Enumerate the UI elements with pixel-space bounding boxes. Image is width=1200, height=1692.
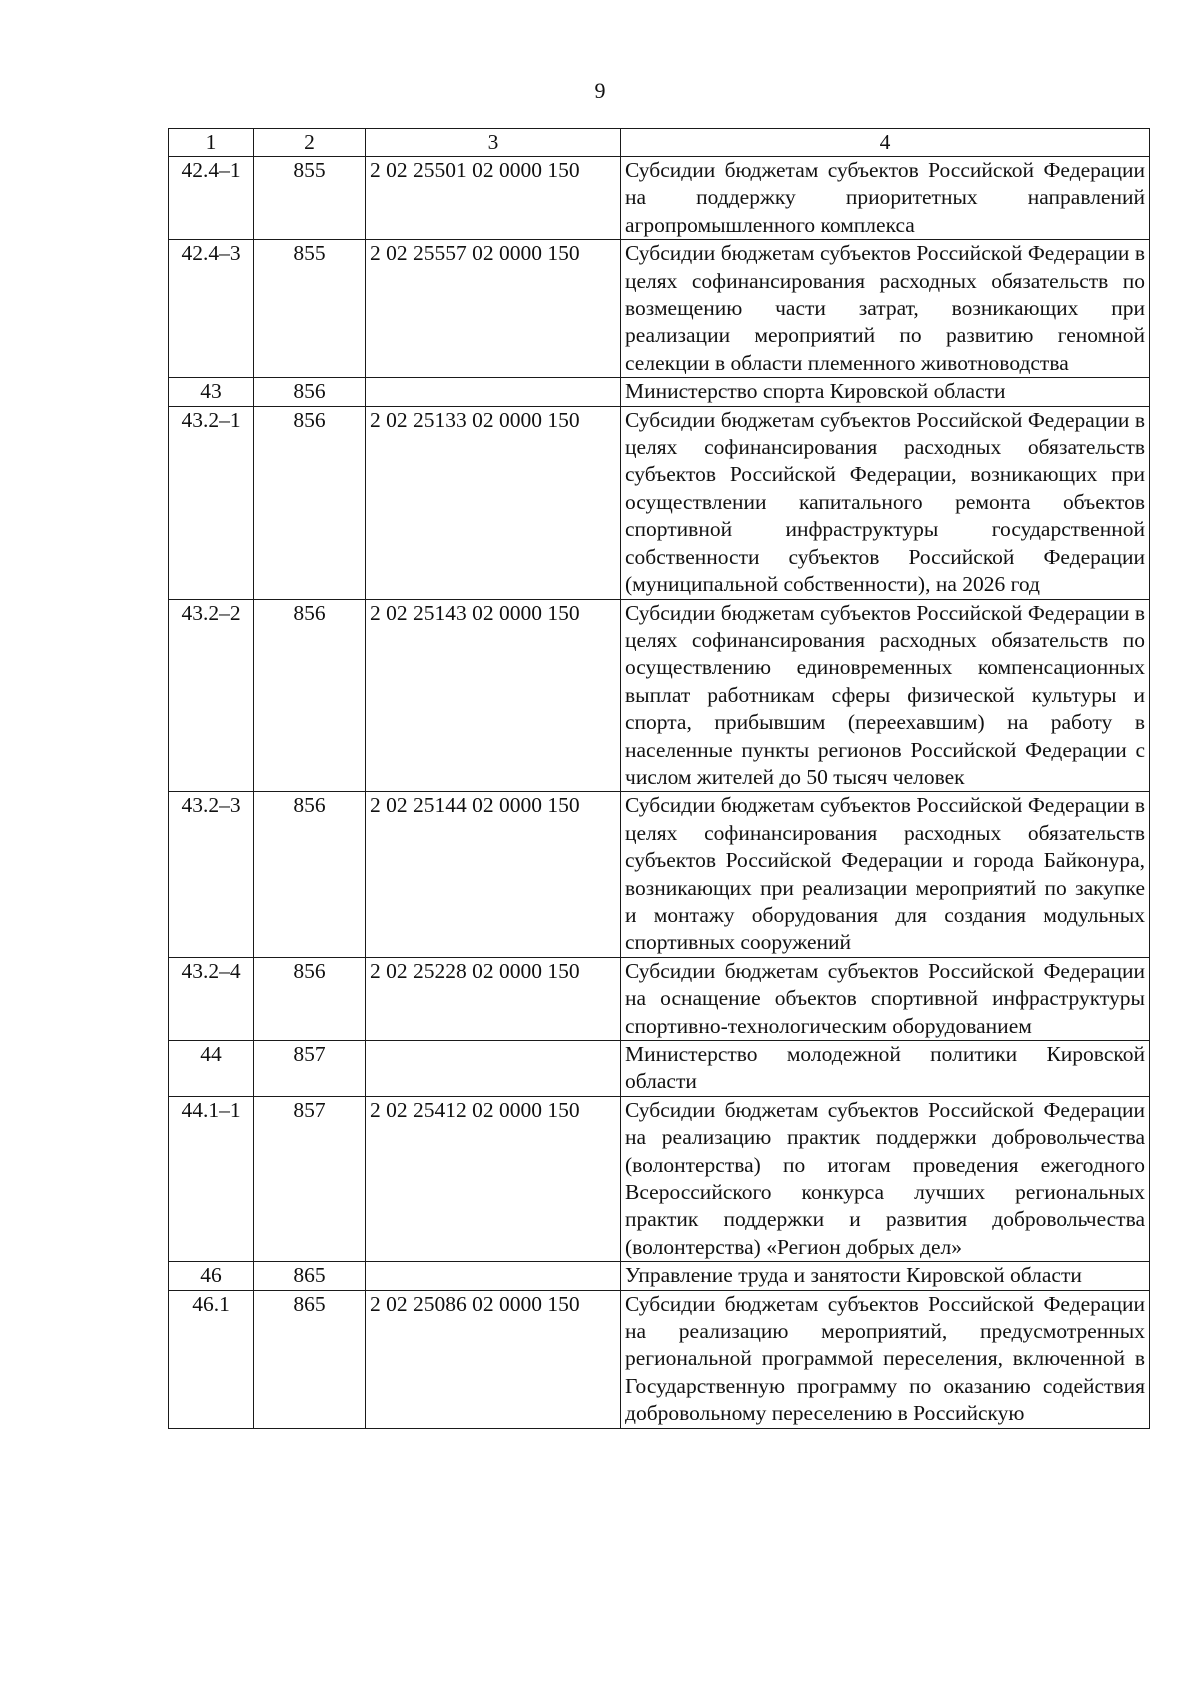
admin-code: 865 <box>254 1262 366 1290</box>
admin-code: 856 <box>254 792 366 957</box>
table-row <box>169 406 1150 599</box>
income-code: 2 02 25086 02 0000 150 <box>366 1290 621 1428</box>
income-code <box>366 1041 621 1097</box>
row-number: 46.1 <box>169 1290 254 1428</box>
row-number: 46 <box>169 1262 254 1290</box>
admin-code: 855 <box>254 240 366 378</box>
income-description: Субсидии бюджетам субъектов Российской Федерации в целях софинансирования расходных обязательств по возмещению части затрат, возникающих при реализации мероприятий по развитию геномной селекции в области племенного животноводства <box>621 240 1150 378</box>
income-description: Субсидии бюджетам субъектов Российской Федерации на реализацию практик поддержки добровольчества (волонтерства) по итогам проведения ежегодного Всероссийского конкурса лучших региональных практик поддержки и развития добровольчества (волонтерства) «Регион добрых дел» <box>621 1096 1150 1261</box>
row-number: 43.2–4 <box>169 957 254 1040</box>
income-code: 2 02 25133 02 0000 150 <box>366 406 621 599</box>
admin-code: 856 <box>254 599 366 792</box>
income-code <box>366 1262 621 1290</box>
admin-code: 856 <box>254 378 366 406</box>
header-col-3: 3 <box>366 129 621 157</box>
admin-code: 865 <box>254 1290 366 1428</box>
income-codes-table <box>168 128 1150 1429</box>
row-number: 43.2–2 <box>169 599 254 792</box>
header-col-2: 2 <box>254 129 366 157</box>
table-row <box>169 957 1150 1040</box>
admin-code: 856 <box>254 957 366 1040</box>
header-col-1: 1 <box>169 129 254 157</box>
income-code: 2 02 25143 02 0000 150 <box>366 599 621 792</box>
table-row <box>169 1041 1150 1097</box>
table-row <box>169 1262 1150 1290</box>
row-number: 42.4–3 <box>169 240 254 378</box>
table-row <box>169 1290 1150 1428</box>
admin-code: 855 <box>254 157 366 240</box>
income-description: Министерство молодежной политики Кировской области <box>621 1041 1150 1097</box>
table-row <box>169 157 1150 240</box>
row-number: 43.2–3 <box>169 792 254 957</box>
row-number: 43.2–1 <box>169 406 254 599</box>
table-row <box>169 1096 1150 1261</box>
admin-code: 857 <box>254 1041 366 1097</box>
row-number: 44.1–1 <box>169 1096 254 1261</box>
row-number: 42.4–1 <box>169 157 254 240</box>
admin-code: 856 <box>254 406 366 599</box>
row-number: 43 <box>169 378 254 406</box>
income-description: Субсидии бюджетам субъектов Российской Федерации в целях софинансирования расходных обязательств субъектов Российской Федерации, возникающих при осуществлении капитального ремонта объектов спортивной инфраструктуры государственной собственности субъектов Российской Федерации (муниципальной собственности), на 2026 год <box>621 406 1150 599</box>
row-number: 44 <box>169 1041 254 1097</box>
income-description: Управление труда и занятости Кировской области <box>621 1262 1150 1290</box>
table-row <box>169 378 1150 406</box>
income-code: 2 02 25557 02 0000 150 <box>366 240 621 378</box>
header-col-4: 4 <box>621 129 1150 157</box>
income-code <box>366 378 621 406</box>
table-row <box>169 599 1150 792</box>
income-code: 2 02 25412 02 0000 150 <box>366 1096 621 1261</box>
income-code: 2 02 25501 02 0000 150 <box>366 157 621 240</box>
income-description: Субсидии бюджетам субъектов Российской Федерации на реализацию мероприятий, предусмотренных региональной программой переселения, включенной в Государственную программу по оказанию содействия добровольному переселению в Российскую <box>621 1290 1150 1428</box>
income-description: Субсидии бюджетам субъектов Российской Федерации в целях софинансирования расходных обязательств по осуществлению единовременных компенсационных выплат работникам сферы физической культуры и спорта, прибывшим (переехавшим) на работу в населенные пункты регионов Российской Федерации с числом жителей до 50 тысяч человек <box>621 599 1150 792</box>
income-code: 2 02 25144 02 0000 150 <box>366 792 621 957</box>
income-description: Субсидии бюджетам субъектов Российской Федерации на поддержку приоритетных направлений агропромышленного комплекса <box>621 157 1150 240</box>
income-description: Субсидии бюджетам субъектов Российской Федерации на оснащение объектов спортивной инфраструктуры спортивно-технологическим оборудованием <box>621 957 1150 1040</box>
admin-code: 857 <box>254 1096 366 1261</box>
income-description: Субсидии бюджетам субъектов Российской Федерации в целях софинансирования расходных обязательств субъектов Российской Федерации и города Байконура, возникающих при реализации мероприятий по закупке и монтажу оборудования для создания модульных спортивных сооружений <box>621 792 1150 957</box>
table-row <box>169 240 1150 378</box>
table-row <box>169 792 1150 957</box>
table-header-row <box>169 129 1150 157</box>
income-code: 2 02 25228 02 0000 150 <box>366 957 621 1040</box>
page-number: 9 <box>594 78 606 103</box>
income-description: Министерство спорта Кировской области <box>621 378 1150 406</box>
